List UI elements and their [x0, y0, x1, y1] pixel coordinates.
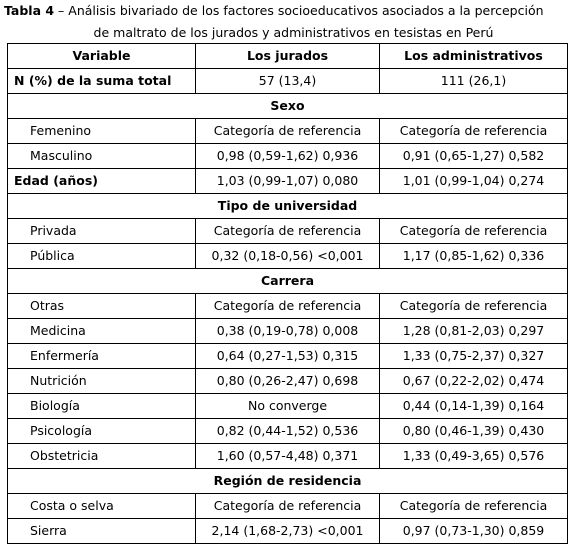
edad-admin: 1,01 (0,99-1,04) 0,274	[380, 169, 568, 194]
row-jurados: 0,98 (0,59-1,62) 0,936	[196, 144, 380, 169]
caption-label: Tabla 4	[4, 3, 55, 18]
edad-label: Edad (años)	[8, 169, 196, 194]
header-variable: Variable	[8, 44, 196, 69]
total-row	[8, 69, 568, 94]
section-row-universidad	[8, 194, 568, 219]
row-admin: 0,97 (0,73-1,30) 0,859	[380, 519, 568, 544]
row-jurados: 0,64 (0,27-1,53) 0,315	[196, 344, 380, 369]
total-admin: 111 (26,1)	[380, 69, 568, 94]
row-jurados: 0,82 (0,44-1,52) 0,536	[196, 419, 380, 444]
row-label: Otras	[8, 294, 196, 319]
row-jurados: 0,32 (0,18-0,56) <0,001	[196, 244, 380, 269]
edad-row	[8, 169, 568, 194]
row-admin: 0,44 (0,14-1,39) 0,164	[380, 394, 568, 419]
caption-line-2: de maltrato de los jurados y administrativos en tesistas en Perú	[93, 25, 494, 40]
row-jurados: 2,14 (1,68-2,73) <0,001	[196, 519, 380, 544]
table-row	[8, 519, 568, 544]
row-label: Pública	[8, 244, 196, 269]
row-label: Costa o selva	[8, 494, 196, 519]
results-table	[7, 43, 568, 544]
table-row	[8, 394, 568, 419]
row-admin: 0,91 (0,65-1,27) 0,582	[380, 144, 568, 169]
row-label: Masculino	[8, 144, 196, 169]
caption-line-1	[4, 0, 575, 22]
table-row	[8, 344, 568, 369]
total-label: N (%) de la suma total	[8, 69, 196, 94]
header-row	[8, 44, 568, 69]
row-jurados: No converge	[196, 394, 380, 419]
header-jurados: Los jurados	[196, 44, 380, 69]
table-row	[8, 244, 568, 269]
table-row	[8, 219, 568, 244]
table-row	[8, 144, 568, 169]
row-admin: 0,80 (0,46-1,39) 0,430	[380, 419, 568, 444]
row-jurados: Categoría de referencia	[196, 119, 380, 144]
row-label: Biología	[8, 394, 196, 419]
table-row	[8, 319, 568, 344]
row-label: Privada	[8, 219, 196, 244]
row-jurados: 1,60 (0,57-4,48) 0,371	[196, 444, 380, 469]
row-admin: 1,33 (0,49-3,65) 0,576	[380, 444, 568, 469]
row-admin: 1,33 (0,75-2,37) 0,327	[380, 344, 568, 369]
row-jurados: 0,80 (0,26-2,47) 0,698	[196, 369, 380, 394]
section-title-carrera: Carrera	[8, 269, 568, 294]
section-row-sexo	[8, 94, 568, 119]
caption-text-1: – Análisis bivariado de los factores socioeducativos asociados a la percepción	[54, 3, 544, 18]
section-title-region: Región de residencia	[8, 469, 568, 494]
row-label: Nutrición	[8, 369, 196, 394]
table-row	[8, 369, 568, 394]
section-row-region	[8, 469, 568, 494]
row-label: Sierra	[8, 519, 196, 544]
row-admin: 1,17 (0,85-1,62) 0,336	[380, 244, 568, 269]
row-jurados: 0,38 (0,19-0,78) 0,008	[196, 319, 380, 344]
row-admin: 1,28 (0,81-2,03) 0,297	[380, 319, 568, 344]
row-admin: Categoría de referencia	[380, 219, 568, 244]
section-title-universidad: Tipo de universidad	[8, 194, 568, 219]
row-jurados: Categoría de referencia	[196, 294, 380, 319]
row-admin: 0,67 (0,22-2,02) 0,474	[380, 369, 568, 394]
row-jurados: Categoría de referencia	[196, 494, 380, 519]
edad-jurados: 1,03 (0,99-1,07) 0,080	[196, 169, 380, 194]
table-row	[8, 119, 568, 144]
table-row	[8, 419, 568, 444]
row-label: Femenino	[8, 119, 196, 144]
section-title-sexo: Sexo	[8, 94, 568, 119]
row-admin: Categoría de referencia	[380, 119, 568, 144]
table-row	[8, 494, 568, 519]
header-administrativos: Los administrativos	[380, 44, 568, 69]
row-label: Enfermería	[8, 344, 196, 369]
section-row-carrera	[8, 269, 568, 294]
row-label: Obstetricia	[8, 444, 196, 469]
row-label: Psicología	[8, 419, 196, 444]
row-admin: Categoría de referencia	[380, 494, 568, 519]
row-admin: Categoría de referencia	[380, 294, 568, 319]
table-row	[8, 444, 568, 469]
total-jurados: 57 (13,4)	[196, 69, 380, 94]
row-label: Medicina	[8, 319, 196, 344]
row-jurados: Categoría de referencia	[196, 219, 380, 244]
table-row	[8, 294, 568, 319]
table-caption	[4, 0, 575, 44]
